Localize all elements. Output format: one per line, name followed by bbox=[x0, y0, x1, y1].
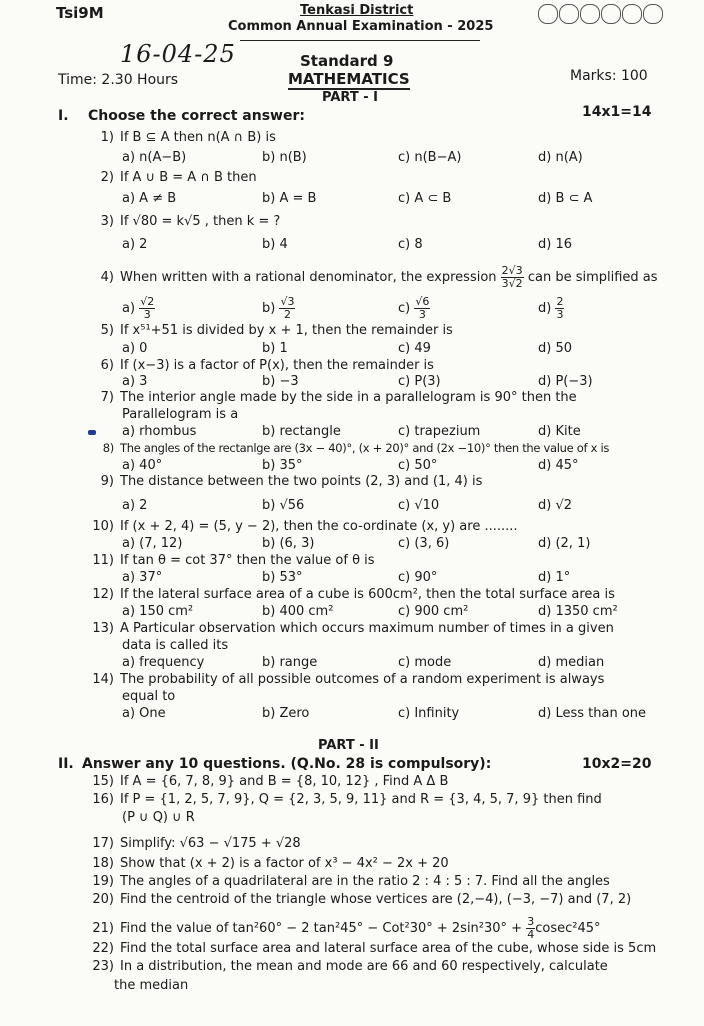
option-b: b) 35° bbox=[262, 458, 303, 473]
option-a: a) rhombus bbox=[122, 424, 197, 439]
question-2: 2) If A ∪ B = A ∩ B then bbox=[100, 170, 257, 185]
option-d: d) n(A) bbox=[538, 150, 583, 165]
option-b: b) rectangle bbox=[262, 424, 341, 439]
question-4: 4) When written with a rational denominator, the expression $\frac{2√3}{3√2}$ can be simplified as bbox=[100, 264, 658, 290]
roll-number-boxes bbox=[538, 4, 663, 24]
option-c: c) $\frac{√6}{3}$ bbox=[398, 295, 430, 321]
part-two-title: PART - II bbox=[318, 738, 379, 753]
question-23: 23) In a distribution, the mean and mode are 66 and 60 respectively, calculate bbox=[92, 959, 608, 974]
option-c: c) A ⊂ B bbox=[398, 191, 452, 206]
question-17: 17) Simplify: √63 − √175 + √28 bbox=[92, 836, 301, 851]
option-d: d) 50 bbox=[538, 341, 572, 356]
question-23-continued: the median bbox=[114, 978, 189, 993]
pen-mark bbox=[88, 430, 96, 435]
option-a: a) 150 cm² bbox=[122, 604, 194, 619]
option-d: d) 1° bbox=[538, 570, 571, 585]
section-one-marks: 14x1=14 bbox=[582, 104, 652, 120]
option-a: a) (7, 12) bbox=[122, 536, 183, 551]
roll-box bbox=[538, 4, 558, 24]
option-b: b) 1 bbox=[262, 341, 288, 356]
option-b: b) 53° bbox=[262, 570, 303, 585]
option-b: b) $\frac{√3}{2}$ bbox=[262, 295, 295, 321]
roll-box bbox=[601, 4, 621, 24]
question-16-continued: (P ∪ Q) ∪ R bbox=[122, 810, 195, 825]
option-c: c) 900 cm² bbox=[398, 604, 469, 619]
question-16: 16) If P = {1, 2, 5, 7, 9}, Q = {2, 3, 5, 9, 11} and R = {3, 4, 5, 7, 9} then find bbox=[92, 792, 602, 807]
section-one-number: I. bbox=[58, 108, 69, 124]
question-13: 13) A Particular observation which occurs maximum number of times in a given bbox=[92, 621, 614, 636]
option-a: a) 3 bbox=[122, 374, 148, 389]
option-d: d) 45° bbox=[538, 458, 579, 473]
question-11: 11) If tan θ = cot 37° then the value of θ is bbox=[92, 553, 375, 568]
option-d: d) Kite bbox=[538, 424, 581, 439]
option-b: b) (6, 3) bbox=[262, 536, 315, 551]
option-a: a) One bbox=[122, 706, 166, 721]
question-7: 7) The interior angle made by the side in a parallelogram is 90° then the bbox=[100, 390, 577, 405]
standard-label: Standard 9 bbox=[300, 52, 394, 70]
section-two-number: II. bbox=[58, 756, 74, 772]
option-d: d) √2 bbox=[538, 498, 573, 513]
option-d: d) median bbox=[538, 655, 605, 670]
question-20: 20) Find the centroid of the triangle whose vertices are (2,−4), (−3, −7) and (7, 2) bbox=[92, 892, 632, 907]
question-13-continued: data is called its bbox=[122, 638, 229, 653]
question-19: 19) The angles of a quadrilateral are in the ratio 2 : 4 : 5 : 7. Find all the angles bbox=[92, 874, 610, 889]
option-d: d) Less than one bbox=[538, 706, 647, 721]
section-two-marks: 10x2=20 bbox=[582, 756, 652, 772]
option-d: d) (2, 1) bbox=[538, 536, 591, 551]
question-22: 22) Find the total surface area and lateral surface area of the cube, whose side is 5cm bbox=[92, 941, 657, 956]
question-1: 1) If B ⊆ A then n(A ∩ B) is bbox=[100, 130, 276, 145]
header-divider bbox=[240, 40, 480, 41]
paper-code: Tsi9M bbox=[56, 4, 104, 22]
option-b: b) range bbox=[262, 655, 318, 670]
option-d: d) 1350 cm² bbox=[538, 604, 618, 619]
question-7-continued: Parallelogram is a bbox=[122, 407, 239, 422]
district-title: Tenkasi District bbox=[300, 3, 414, 18]
option-b: b) Zero bbox=[262, 706, 310, 721]
section-two-title: Answer any 10 questions. (Q.No. 28 is compulsory): bbox=[82, 756, 492, 772]
option-c: c) 90° bbox=[398, 570, 438, 585]
option-c: c) P(3) bbox=[398, 374, 441, 389]
option-b: b) A = B bbox=[262, 191, 317, 206]
question-8: 8) The angles of the rectanlge are (3x − 40)°, (x + 20)° and (2x −10)° then the value of x is bbox=[102, 441, 610, 455]
subject-title: MATHEMATICS bbox=[288, 70, 410, 88]
question-10: 10) If (x + 2, 4) = (5, y − 2), then the co-ordinate (x, y) are ........ bbox=[92, 519, 518, 534]
option-d: d) P(−3) bbox=[538, 374, 593, 389]
option-c: c) mode bbox=[398, 655, 452, 670]
fraction: $\frac{3}{4}$ bbox=[527, 915, 535, 941]
roll-box bbox=[559, 4, 579, 24]
option-c: c) (3, 6) bbox=[398, 536, 450, 551]
expression-fraction: $\frac{2√3}{3√2}$ bbox=[501, 264, 523, 290]
question-21: 21) Find the value of tan²60° − 2 tan²45° − Cot²30° + 2sin²30° + $\frac{3}{4}$ cosec²45° bbox=[92, 915, 601, 941]
option-d: d) $\frac{2}{3}$ bbox=[538, 295, 564, 321]
option-d: d) 16 bbox=[538, 237, 572, 252]
roll-box bbox=[622, 4, 642, 24]
question-14: 14) The probability of all possible outcomes of a random experiment is always bbox=[92, 672, 605, 687]
option-a: a) 2 bbox=[122, 237, 148, 252]
option-b: b) −3 bbox=[262, 374, 299, 389]
question-14-continued: equal to bbox=[122, 689, 176, 704]
option-b: b) 400 cm² bbox=[262, 604, 334, 619]
option-a: a) 37° bbox=[122, 570, 163, 585]
option-a: a) A ≠ B bbox=[122, 191, 177, 206]
option-c: c) n(B−A) bbox=[398, 150, 462, 165]
question-5: 5) If x⁵¹+51 is divided by x + 1, then the remainder is bbox=[100, 323, 453, 338]
part-one-title: PART - I bbox=[322, 90, 378, 105]
option-b: b) √56 bbox=[262, 498, 305, 513]
option-c: c) √10 bbox=[398, 498, 440, 513]
option-b: b) n(B) bbox=[262, 150, 307, 165]
question-3: 3) If √80 = k√5 , then k = ? bbox=[100, 214, 281, 229]
option-a: a) frequency bbox=[122, 655, 205, 670]
option-c: c) trapezium bbox=[398, 424, 481, 439]
option-a: a) 0 bbox=[122, 341, 148, 356]
roll-box bbox=[580, 4, 600, 24]
option-a: a) 2 bbox=[122, 498, 148, 513]
question-6: 6) If (x−3) is a factor of P(x), then the remainder is bbox=[100, 358, 434, 373]
handwritten-date: 16-04-25 bbox=[120, 40, 236, 68]
roll-box bbox=[643, 4, 663, 24]
option-a: a) n(A−B) bbox=[122, 150, 187, 165]
option-b: b) 4 bbox=[262, 237, 288, 252]
option-a: a) $\frac{√2}{3}$ bbox=[122, 295, 155, 321]
option-c: c) 49 bbox=[398, 341, 431, 356]
option-a: a) 40° bbox=[122, 458, 163, 473]
option-c: c) 50° bbox=[398, 458, 438, 473]
option-c: c) Infinity bbox=[398, 706, 460, 721]
time-label: Time: 2.30 Hours bbox=[58, 72, 179, 88]
total-marks: Marks: 100 bbox=[570, 68, 648, 84]
question-9: 9) The distance between the two points (2, 3) and (1, 4) is bbox=[100, 474, 483, 489]
option-d: d) B ⊂ A bbox=[538, 191, 593, 206]
section-one-title: Choose the correct answer: bbox=[88, 108, 305, 124]
question-18: 18) Show that (x + 2) is a factor of x³ − 4x² − 2x + 20 bbox=[92, 856, 449, 871]
option-c: c) 8 bbox=[398, 237, 423, 252]
exam-title: Common Annual Examination - 2025 bbox=[228, 19, 494, 34]
question-12: 12) If the lateral surface area of a cube is 600cm², then the total surface area is bbox=[92, 587, 615, 602]
question-15: 15) If A = {6, 7, 8, 9} and B = {8, 10, 12} , Find A Δ B bbox=[92, 774, 449, 789]
